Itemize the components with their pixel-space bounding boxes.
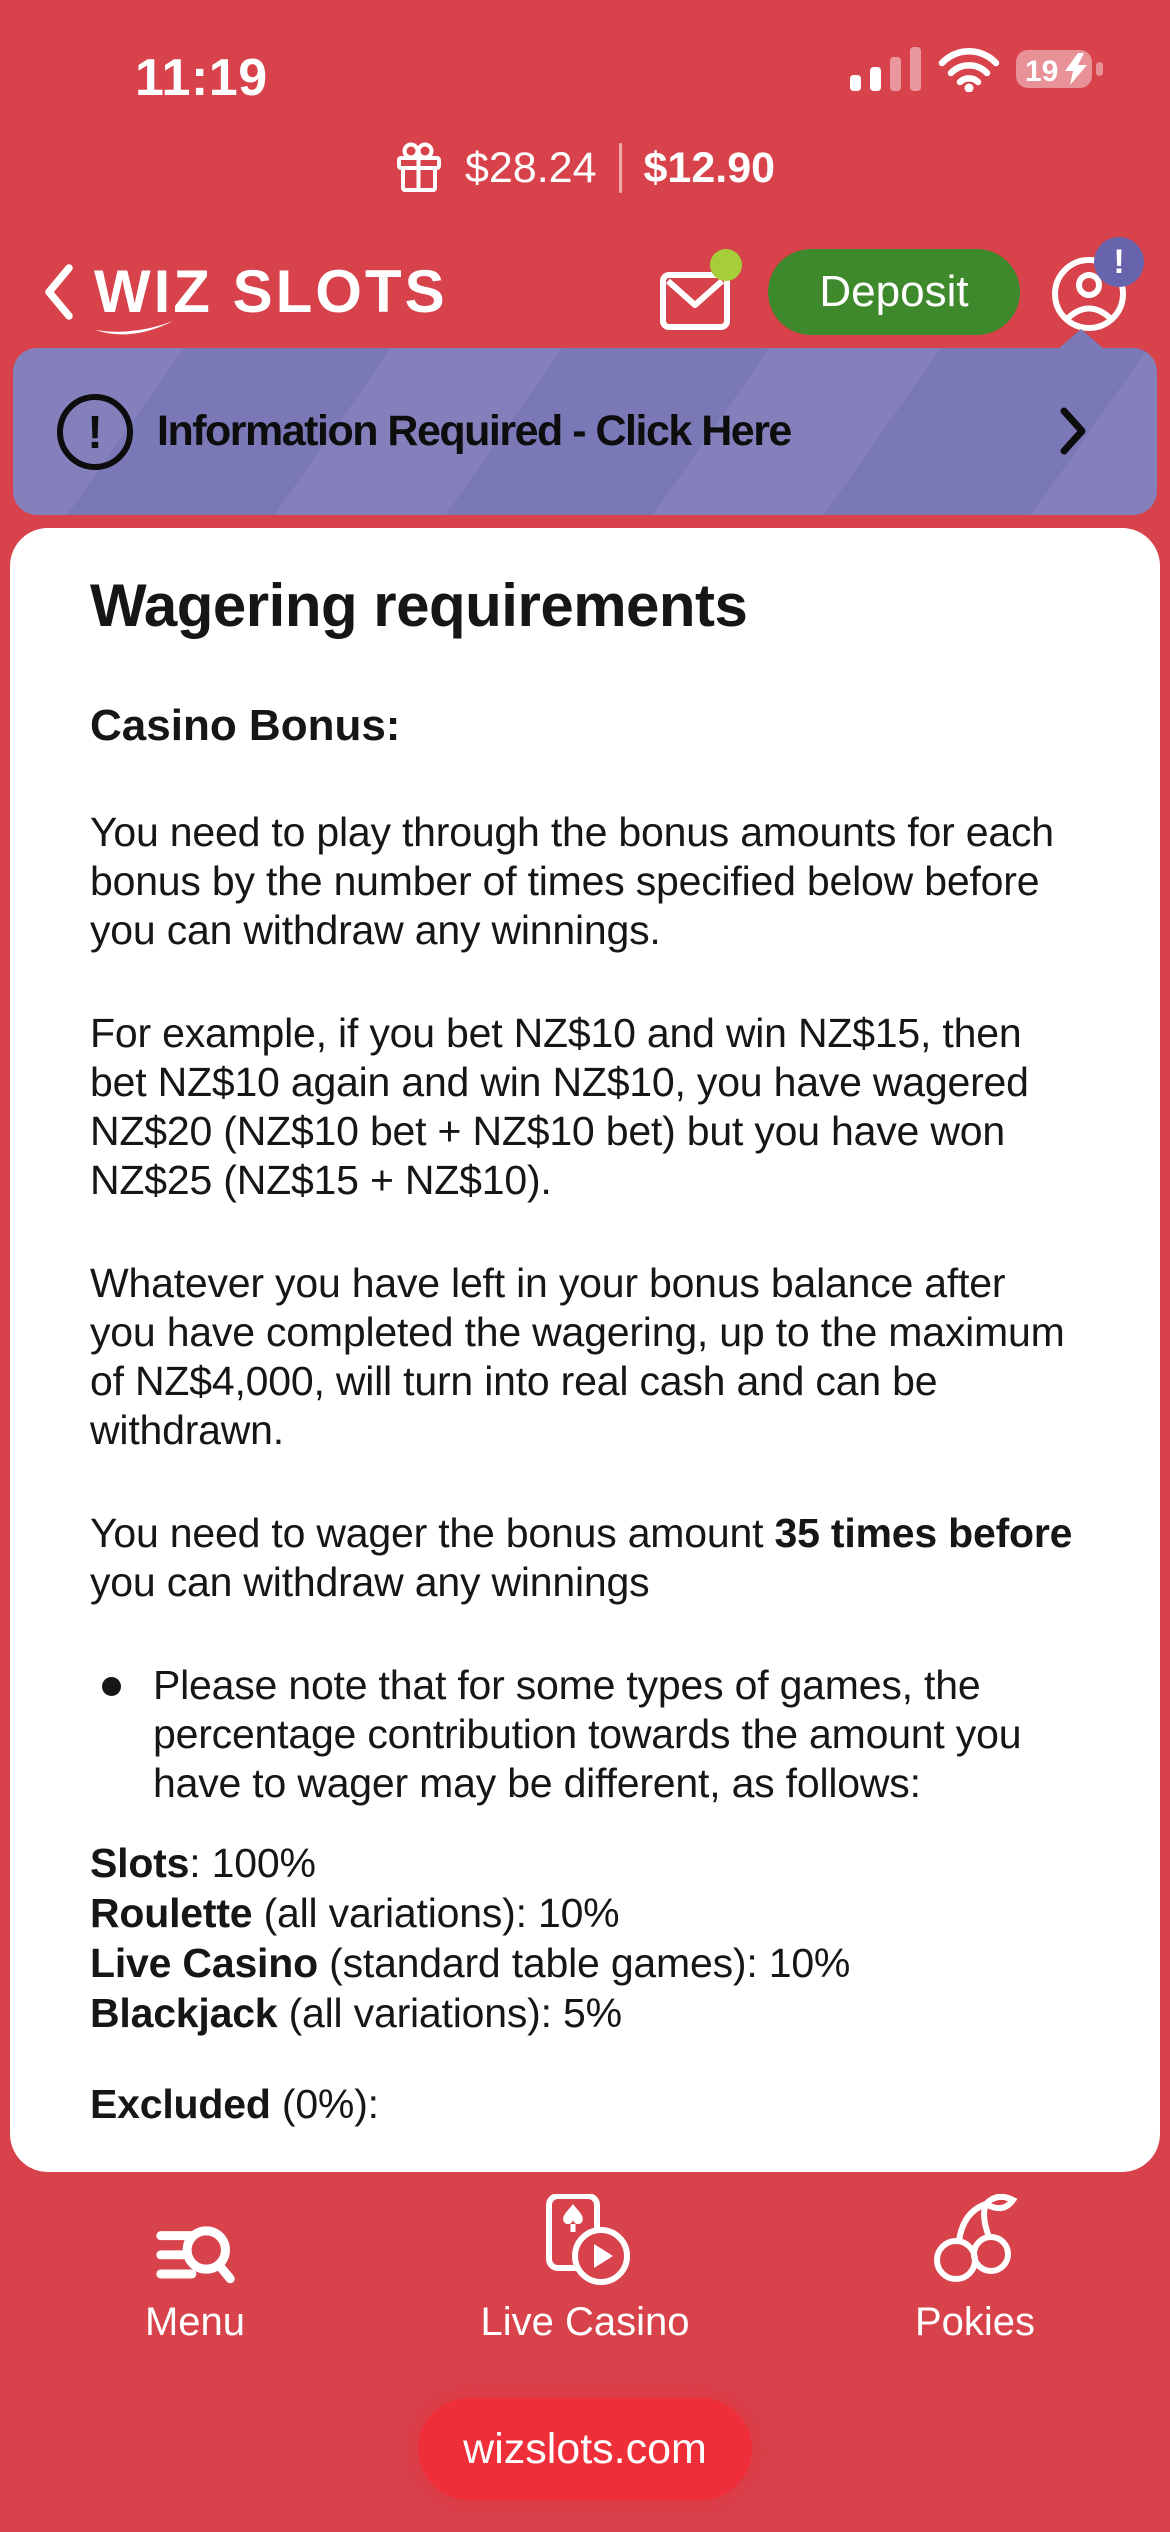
wagering-requirements-card <box>10 528 1160 2172</box>
game-name: Roulette <box>90 1890 253 1936</box>
battery-percent: 19 <box>1025 55 1059 88</box>
section-heading: Casino Bonus: <box>90 701 401 750</box>
brand-logo[interactable] <box>94 258 448 325</box>
battery-icon <box>1016 46 1104 92</box>
paragraph: You need to play through the bonus amounts for each bonus by the number of times specified below before you can withdraw any winnings. <box>90 809 1054 953</box>
back-button[interactable] <box>42 263 74 321</box>
nav-live-casino[interactable] <box>390 2200 780 2345</box>
cash-balance: $12.90 <box>643 143 776 192</box>
excluded-detail: (0%): <box>270 2081 379 2127</box>
banner-message: Information Required - Click Here <box>157 407 791 455</box>
cellular-signal-icon <box>850 46 922 92</box>
cherries-icon <box>929 2200 1021 2286</box>
clock: 11:19 <box>135 49 268 107</box>
balance-bar[interactable] <box>0 140 1170 196</box>
gift-icon <box>395 142 443 194</box>
bottom-nav <box>0 2200 1170 2345</box>
nav-label: Menu <box>144 2300 246 2344</box>
wager-text-bold: 35 times before <box>774 1510 1073 1556</box>
chevron-right-icon <box>1059 406 1087 456</box>
account-alert-badge: ! <box>1094 237 1144 287</box>
information-required-banner[interactable] <box>13 348 1157 515</box>
bullet-item <box>90 1661 1080 1808</box>
balance-divider <box>619 143 622 193</box>
bonus-balance: $28.24 <box>464 143 597 192</box>
contribution-row <box>90 1988 1080 2038</box>
contribution-list <box>90 1838 1080 2038</box>
contribution-row <box>90 1838 1080 1888</box>
site-address: wizslots.com <box>463 2424 707 2473</box>
alert-circle-icon: ! <box>57 394 133 470</box>
contribution-row <box>90 1888 1080 1938</box>
live-casino-icon <box>539 2200 631 2286</box>
game-detail: (all variations): 5% <box>277 1990 622 2036</box>
excluded-label: Excluded <box>90 2081 271 2127</box>
game-name: Slots <box>90 1840 190 1886</box>
wager-paragraph <box>90 1509 1080 1607</box>
game-detail: (standard table games): 10% <box>317 1940 851 1986</box>
paragraph: For example, if you bet NZ$10 and win NZ$15, then bet NZ$10 again and win NZ$10, you have wagered NZ$20 (NZ$10 bet + NZ$10 bet) but you have won NZ$25 (NZ$15 + NZ$10). <box>90 1010 1029 1203</box>
menu-search-icon <box>156 2200 235 2286</box>
battery-nub <box>1096 62 1103 76</box>
excluded-row <box>90 2080 1080 2129</box>
game-detail: : 100% <box>189 1840 316 1886</box>
charging-bolt-icon <box>1063 52 1089 86</box>
site-address-pill[interactable] <box>418 2398 752 2500</box>
wager-text-post: you can withdraw any winnings <box>90 1559 650 1605</box>
nav-pokies[interactable] <box>780 2200 1170 2345</box>
nav-label: Pokies <box>914 2300 1036 2344</box>
paragraph: Whatever you have left in your bonus balance after you have completed the wagering, up to the maximum of NZ$4,000, will turn into real cash and can be withdrawn. <box>90 1260 1065 1453</box>
contribution-row <box>90 1938 1080 1988</box>
bullet-dot <box>102 1677 121 1696</box>
nav-label: Live Casino <box>480 2300 690 2344</box>
wager-text-pre: You need to wager the bonus amount <box>90 1510 775 1556</box>
nav-menu[interactable] <box>0 2200 390 2345</box>
account-button[interactable] <box>1050 242 1132 333</box>
bullet-text: Please note that for some types of games, the percentage contribution towards the amount you have to wager may be different, as follows: <box>153 1662 1022 1806</box>
logo-swoosh-icon <box>92 318 176 340</box>
brand-name: WIZ SLOTS <box>94 258 448 325</box>
page-title: Wagering requirements <box>90 572 748 639</box>
messages-button[interactable] <box>660 251 742 333</box>
game-detail: (all variations): 10% <box>252 1890 620 1936</box>
banner-pointer <box>1058 329 1104 349</box>
wifi-icon <box>938 46 1000 92</box>
game-name: Live Casino <box>90 1940 318 1986</box>
app-header <box>42 244 1132 340</box>
status-icons <box>850 46 1104 92</box>
game-name: Blackjack <box>90 1990 278 2036</box>
notification-dot <box>710 249 742 281</box>
deposit-button[interactable]: Deposit <box>768 249 1020 335</box>
